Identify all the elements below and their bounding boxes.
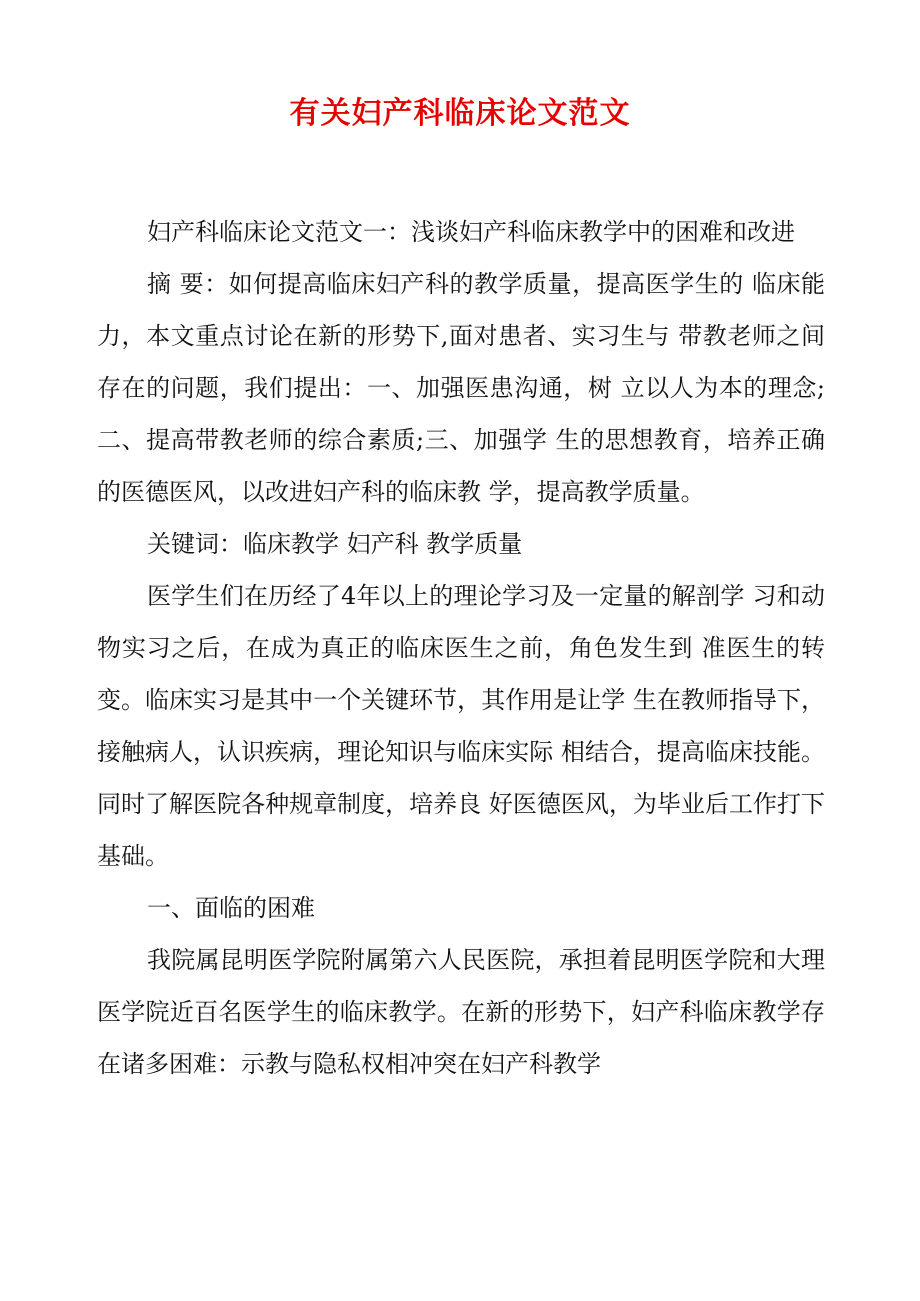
paragraph-subtitle: 妇产科临床论文范文一：浅谈妇产科临床教学中的困难和改进 xyxy=(147,218,795,246)
document-title: 有关妇产科临床论文范文 xyxy=(289,96,631,131)
document-body xyxy=(97,206,825,1090)
section-heading-difficulties: 一、面临的困难 xyxy=(147,894,315,922)
paragraph-abstract: 摘 要：如何提高临床妇产科的教学质量，提高医学生的 临床能力，本文重点讨论在新的形势下,面对患者、实习生与 带教老师之间存在的问题，我们提出：一、加强医患沟通，树 立以人为本的理念;二、提高带教老师的综合素质;三、加强学 生的思想教育，培养正确的医德医风，以改进妇产科的临床教 学，提高教学质量。 xyxy=(97,270,825,506)
paragraph-keywords: 关键词：临床教学 妇产科 教学质量 xyxy=(147,530,523,558)
paragraph-intro: 医学生们在历经了4年以上的理论学习及一定量的解剖学 习和动物实习之后，在成为真正的临床医生之前，角色发生到 准医生的转变。临床实习是其中一个关键环节，其作用是让学 生在教师指导下，接触病人，认识疾病，理论知识与临床实际 相结合，提高临床技能。同时了解医院各种规章制度，培养良 好医德医风，为毕业后工作打下基础。 xyxy=(97,582,825,870)
paragraph-hospital: 我院属昆明医学院附属第六人民医院，承担着昆明医学院和大理医学院近百名医学生的临床教学。在新的形势下，妇产科临床教学存在诸多困难：示教与隐私权相冲突在妇产科教学 xyxy=(97,946,825,1078)
